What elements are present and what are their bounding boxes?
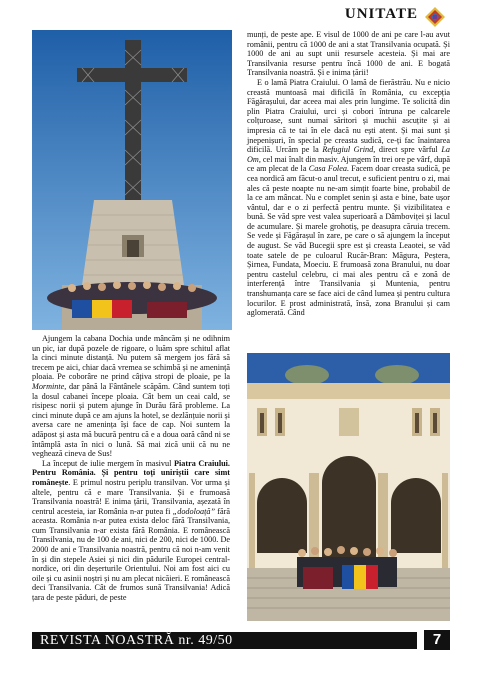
magazine-issue-label: REVISTA NOASTRĂ nr. 49/50	[40, 633, 233, 648]
folk-motif-logo-icon	[424, 6, 446, 28]
magazine-section-title: UNITATE	[344, 6, 418, 22]
heroes-cross-monument-photo	[32, 30, 232, 330]
paragraph: E o lamă Piatra Craiului. O lamă de fierăstrău. Nu e nicio creastă muntoasă mai dificilă în România, cu excepția Făgărașului, dar aceea mai ales prin lungime. Te solicită din plin Piatra Craiului, urci și cobori întruna pe calcarele colțuroase, sunt numai săritori și muchii ascuțite și ai impresia că te tai în ele dacă nu ești atent. Și mai sunt și jnepenișuri, în special pe creasta sudică, ce-ți fac înaintarea dificilă. Urcăm pe la Refugiul Grind, direct spre vârful La Om, cel mai înalt din masiv. Ajungem în trei ore pe vârf, după ce am plecat de la Casa Folea. Facem doar creasta sudică, pe cea nordică am făcut-o anul trecut, e suficient pentru o zi, mai ales că peste noapte nu ne-am simțit foarte bine, probabil de la ce am mâncat. Nu e complet senin și asta e bine, bate ușor vântul, dar e o zi perfectă pentru munte. Și vizibilitatea e bună. Se văd spre vest valea superioară a Dâmboviței și lacul de acumulare. Și marele grohotiș, pe deasupra căruia trecem. Se vede și Făgărașul în zare, pe care o să ajungem la început de august. Se văd Bucegii spre est și creasta Leaotei, se văd toate satele de pe culoarul Rucăr-Bran: Măgura, Peștera, Șirnea, Fundata, Moeciu. E frumoasă zona Branului, nu doar pentru castelul celebru, ci mai ales pentru că e zonă de interferență între Transilvania și Muntenia, pentru transhumanța care se face aici de când lumea și pentru cultura locurilor. E prost administrată, însă, zona Branului și cam aglomerată. Când	[247, 77, 451, 318]
article-column-right	[247, 30, 450, 318]
paragraph: Ajungem la cabana Dochia unde mâncăm și ne odihnim un pic, iar după pozele de rigoare, o luăm spre schitul aflat la cinci minute distanță. Nu putem să mergem jos fără să trecem pe aici, chiar dacă vremea se schimbă și ne amenință ploaia. Pe coborâre ne prind câțiva stropi de ploaie, pe la Morminte, dar până la Fântânele scăpăm. Când suntem toți la dosul cabanei începe ploaia. Cât bem un ceai cald, se risipesc norii și putem ajunge în Durău fără probleme. La cinci minute după ce am ajuns la hotel, se dezlănțuie norii și aversa care ne amenința își face de cap. Noi suntem la adăpost și asta mă bucură pentru că e a doua oară când ni se întâmplă asta în nici o lună. Să mai zică unii că nu ne veghează cineva de Sus!	[32, 334, 230, 459]
cathedral-group-photo	[247, 353, 450, 621]
paragraph: munți, de peste ape. E visul de 1000 de ani pe care l-au avut românii, pentru că 1000 de ani a stat Transilvania ocupată. Și 1000 de ani au supt unii resursele acesteia. Și mai are Transilvania resurse pentru încă 1000 de ani. E bogată Transilvania noastră. Și e inima țării!	[247, 30, 450, 78]
page-number: 7	[424, 630, 450, 650]
article-column-left	[32, 334, 230, 603]
paragraph: La început de iulie mergem în masivul Piatra Craiului. Pentru România. Și pentru toți uniriștii care simt românește. E primul nostru periplu transilvan. Vor urma și altele, pentru că e mare Transilvania. Și e frumoasă Transilvania noastră! E inima țării, Transilvania, așezată în centrul acesteia, iar România n-ar putea fi „dodoloață” fără aceasta. România n-ar putea exista deloc fără Transilvania, cum Transilvania n-ar exista fără România. E românească Transilvania, nu de 100 de ani, nici de 200, nici de 1000. De 2000 de ani e Transilvania noastră, pentru că noi n-am venit în și din stepele Asiei și nici din pădurile Europei central-nordice, ori din deșerturile Orientului. Noi am fost aici cu oile și cu asinii noștri și nu am plecat nicăieri. E românească deci Transilvania. Cât de frumos sună Transilvania! Adică țara de peste păduri, de peste	[32, 458, 231, 603]
